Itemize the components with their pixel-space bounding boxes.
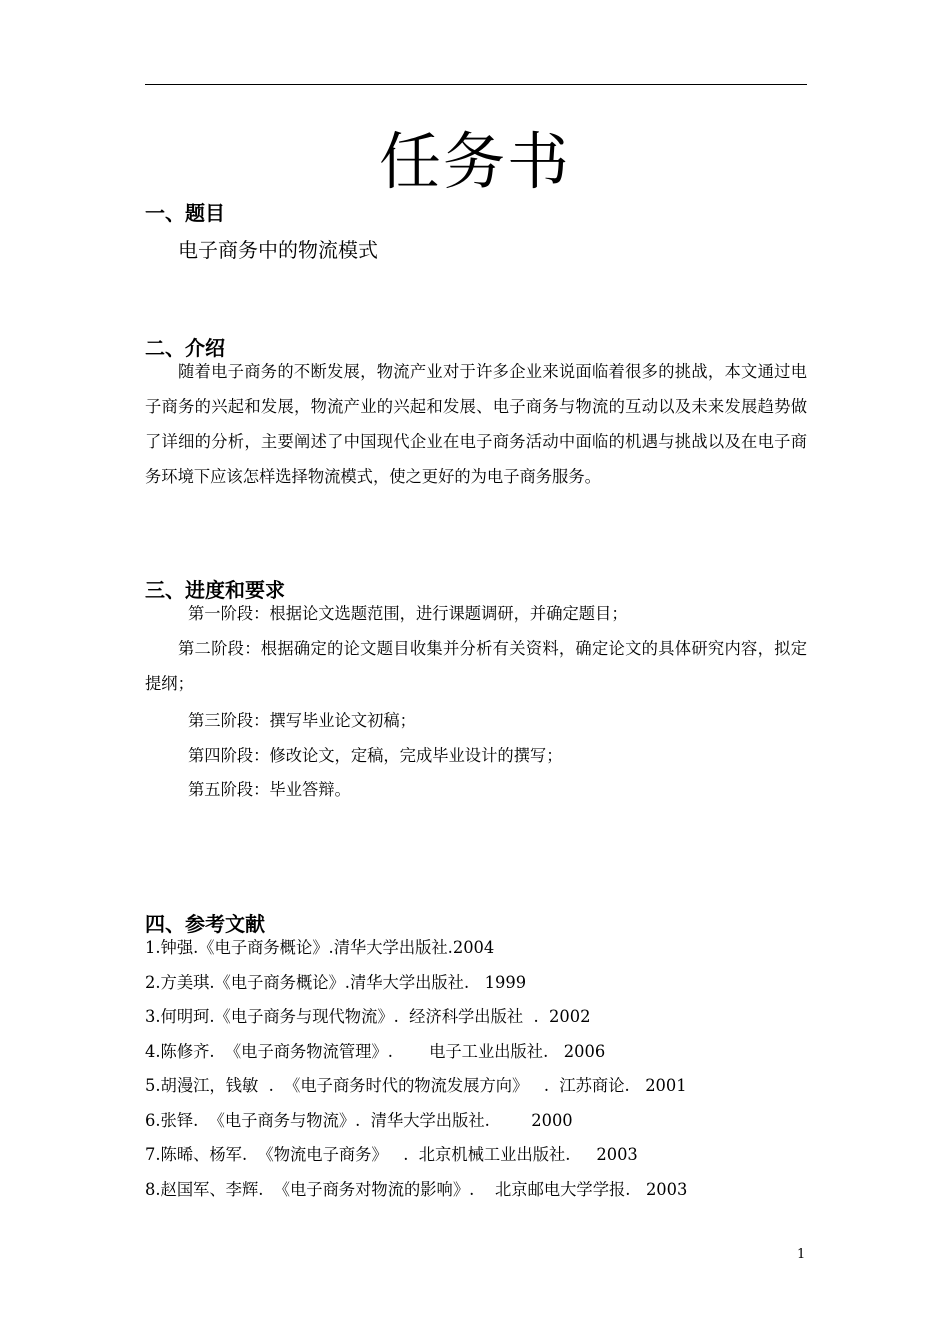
document-title: 任务书 <box>378 125 571 198</box>
stage-item: 第二阶段：根据确定的论文题目收集并分析有关资料，确定论文的具体研究内容，拟定提纲； <box>145 639 807 693</box>
section-heading-intro: 二、介绍 <box>145 336 225 360</box>
stage-item: 第四阶段：修改论文，定稿，完成毕业设计的撰写； <box>188 746 563 765</box>
header-rule <box>145 84 807 85</box>
section-heading-progress: 三、进度和要求 <box>145 578 285 602</box>
reference-item: 2.方美琪.《电子商务概论》.清华大学出版社. 1999 <box>145 973 527 992</box>
page-number: 1 <box>797 1247 806 1262</box>
stage-item: 第一阶段：根据论文选题范围，进行课题调研，并确定题目； <box>188 604 628 623</box>
reference-item: 3.何明珂.《电子商务与现代物流》. 经济科学出版社 . 2002 <box>145 1007 591 1026</box>
reference-item: 4.陈修齐. 《电子商务物流管理》. 电子工业出版社. 2006 <box>145 1042 606 1061</box>
reference-item: 8.赵国军、李辉. 《电子商务对物流的影响》. 北京邮电大学学报. 2003 <box>145 1180 688 1199</box>
reference-item: 1.钟强.《电子商务概论》.清华大学出版社.2004 <box>145 938 495 957</box>
stage-item: 第三阶段：撰写毕业论文初稿； <box>188 711 416 730</box>
reference-item: 5.胡漫江，钱敏 . 《电子商务时代的物流发展方向》 . 江苏商论. 2001 <box>145 1076 687 1095</box>
intro-paragraph: 随着电子商务的不断发展，物流产业对于许多企业来说面临着很多的挑战，本文通过电子商务的兴起和发展，物流产业的兴起和发展、电子商务与物流的互动以及未来发展趋势做了详细的分析，主要阐述了中国现代企业在电子商务活动中面临的机遇与挑战以及在电子商务环境下应该怎样选择物流模式，使之更好的为电子商务服务。 <box>145 362 807 486</box>
reference-item: 6.张铎. 《电子商务与物流》. 清华大学出版社. 2000 <box>145 1111 573 1130</box>
section-heading-topic: 一、题目 <box>145 201 225 225</box>
topic-text: 电子商务中的物流模式 <box>178 238 378 262</box>
section-heading-references: 四、参考文献 <box>145 912 265 936</box>
reference-item: 7.陈晞、杨军. 《物流电子商务》 . 北京机械工业出版社. 2003 <box>145 1145 638 1164</box>
stage-item: 第五阶段：毕业答辩。 <box>188 780 351 799</box>
